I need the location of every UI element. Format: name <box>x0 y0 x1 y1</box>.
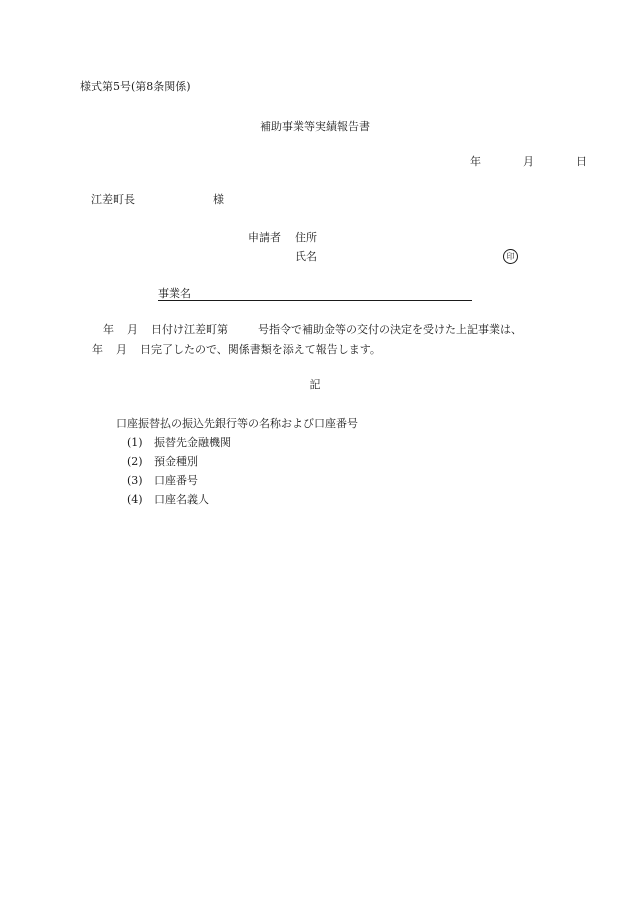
bank-item <box>127 436 231 450</box>
seal-mark: 印 <box>503 249 518 264</box>
date-day: 日 <box>576 155 587 168</box>
body-year: 年 <box>103 323 114 336</box>
body-completion-text: 日完了したので、関係書類を添えて報告します。 <box>140 343 381 356</box>
body-text-line-2 <box>92 343 381 357</box>
date-year: 年 <box>470 155 481 168</box>
addressee-suffix: 様 <box>213 193 224 206</box>
bank-item-number: (2) <box>127 455 143 468</box>
name-label: 氏名 <box>295 250 317 263</box>
body-month: 月 <box>127 323 138 336</box>
document-title: 補助事業等実績報告書 <box>260 120 370 133</box>
date-month: 月 <box>523 155 534 168</box>
body-text-line-1 <box>103 323 522 337</box>
bank-item-label: 振替先金融機関 <box>154 436 231 449</box>
bank-item-number: (1) <box>127 436 143 449</box>
addressee-name: 江差町長 <box>91 193 135 206</box>
project-name-field <box>158 287 472 301</box>
bank-item-number: (3) <box>127 474 143 487</box>
project-name-label: 事業名 <box>158 287 191 300</box>
bank-item-label: 預金種別 <box>154 455 198 468</box>
body-issued-text: 日付け江差町第 <box>151 323 228 336</box>
bank-item <box>127 474 198 488</box>
bank-item <box>127 455 198 469</box>
bank-item-number: (4) <box>127 493 143 506</box>
body-completion-month: 月 <box>116 343 127 356</box>
ki-heading: 記 <box>309 378 321 391</box>
form-number: 様式第5号(第8条関係) <box>80 80 191 93</box>
date-line <box>470 155 587 169</box>
bank-item-label: 口座名義人 <box>154 493 209 506</box>
bank-item-label: 口座番号 <box>154 474 198 487</box>
addressee <box>91 193 224 207</box>
bank-section-heading: 口座振替払の振込先銀行等の名称および口座番号 <box>116 417 358 430</box>
body-decision-text: 号指令で補助金等の交付の決定を受けた上記事業は、 <box>258 323 522 336</box>
applicant-label: 申請者 <box>248 231 281 244</box>
address-label: 住所 <box>295 231 317 244</box>
body-completion-year: 年 <box>92 343 103 356</box>
bank-item <box>127 493 209 507</box>
